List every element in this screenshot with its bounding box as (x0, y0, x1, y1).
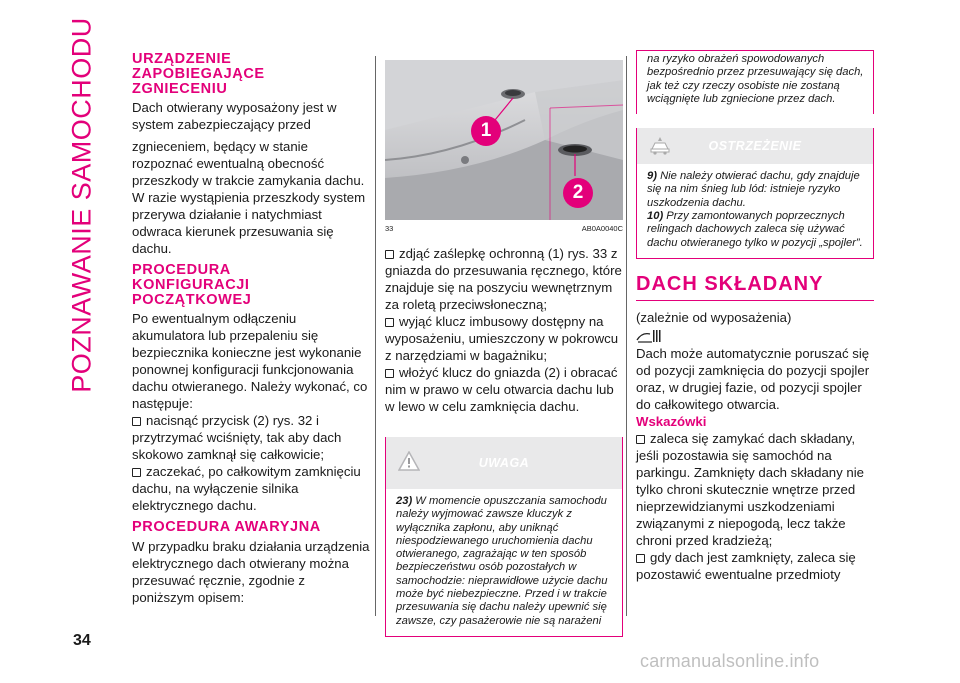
caution-item (647, 210, 865, 250)
heading-line: ZGNIECENIU (132, 81, 228, 97)
caution-label: OSTRZEŻENIE (708, 139, 802, 154)
equipment-note: (zależnie od wyposażenia) (636, 309, 792, 325)
heading-line: POCZĄTKOWEJ (132, 292, 252, 308)
column-3 (636, 50, 874, 583)
warning-body (386, 489, 622, 636)
list-item (636, 430, 874, 549)
warning-continuation-text: na ryzyko obrażeń spowodowanych bezpośrednio przez przesuwający się dach, jak też czy rzeczy osobiste nie zostaną wciągnięte lub zgniecione przez dach. (647, 53, 864, 105)
watermark: carmanualsonline.info (640, 651, 820, 671)
note-number: 9) (647, 170, 657, 183)
list-item (385, 313, 623, 364)
heading-line: KONFIGURACJI (132, 277, 250, 293)
paragraph: Dach otwierany wyposażony jest w system zabezpieczający przed (132, 100, 337, 132)
figure-33 (385, 60, 623, 220)
callout-2: 2 (563, 178, 593, 208)
heading-line: URZĄDZENIE (132, 51, 232, 67)
bullet-icon (636, 554, 645, 563)
column-divider (375, 56, 376, 616)
heading-folding-roof: DACH SKŁADANY (636, 273, 874, 301)
list-item (385, 245, 623, 313)
caution-header (637, 128, 873, 164)
paragraph: W przypadku braku działania urządzenia elektrycznego dach otwierany można przesuwać ręcznie, zgodnie z poniższym opisem: (132, 539, 370, 605)
tips-heading: Wskazówki (636, 413, 707, 429)
list-item (385, 364, 623, 415)
list-item (636, 549, 874, 583)
heading-anti-crush (132, 52, 370, 97)
page-number: 34 (73, 632, 91, 649)
car-warning-icon (649, 136, 671, 161)
paragraph: zgnieceniem, będący w stanie rozpoznać ewentualną obecność przeszkody w trakcie zamykania dachu. W razie wystąpienia przeszkody system przerywa działanie i natychmiast odwraca kierunek przesuwania się dachu. (132, 139, 366, 256)
list-item-text: gdy dach jest zamknięty, zaleca się pozostawić ewentualne przedmioty (636, 549, 856, 582)
warning-triangle-icon (398, 451, 420, 476)
list-item-text: zaleca się zamykać dach składany, jeśli pozostawia się samochód na parkingu. Zamknięty dach składany nie tylko chroni skutecznie wnętrze przed nieprzewidzianymi uszkodzeniami związanymi z niepogodą, lecz także chroni przed kradzieżą; (636, 430, 864, 548)
bullet-icon (132, 468, 141, 477)
caution-box (636, 128, 874, 259)
list-item-text: zdjąć zaślepkę ochronną (1) rys. 33 z gniazda do przesuwania ręcznego, które znajduje się na poszyciu wewnętrznym za roletą przeciwsłoneczną; (385, 246, 622, 312)
figure-caption (385, 224, 623, 233)
figure-number: 33 (385, 224, 394, 233)
note-number: 23) (396, 495, 413, 507)
note-number: 10) (647, 210, 664, 223)
heading-line: ZAPOBIEGAJĄCE (132, 66, 265, 82)
equipment-icon (636, 328, 874, 344)
warning-label: UWAGA (478, 456, 530, 470)
column-2 (385, 60, 623, 637)
callout-1: 1 (471, 116, 501, 146)
list-item-text: włożyć klucz do gniazda (2) i obracać nim w prawo w celu otwarcia dachu lub w lewo w celu zamknięcia dachu. (385, 365, 618, 414)
bullet-icon (385, 318, 394, 327)
warning-header (386, 437, 622, 489)
warning-text: W momencie opuszczania samochodu należy wyjmować zawsze kluczyk z wyłącznika zapłonu, aby uniknąć niespodziewanego uruchomienia dachu otwieranego, zagrażając w ten sposób bezpieczeństwu osób pozostałych w samochodzie: nieprawidłowe użycie dachu może być niebezpieczne. Przed i w trakcie przesuwania się dachu należy upewnić się zawsze, czy pasażerowie nie są narażeni (396, 495, 608, 627)
list-item-text: wyjąć klucz imbusowy dostępny na wyposażeniu, umieszczony w pokrowcu z narzędziami w bagażniku; (385, 314, 619, 363)
list-item-text: nacisnąć przycisk (2) rys. 32 i przytrzymać wciśnięty, tak aby dach skokowo zamknął się całkowicie; (132, 413, 342, 462)
bullet-icon (132, 417, 141, 426)
caution-item (647, 170, 865, 210)
paragraph: Po ewentualnym odłączeniu akumulatora lub przepaleniu się bezpiecznika konieczne jest wykonanie ponownej konfiguracji funkcjonowania dachu otwieranego. Należy wykonać, co następuje: (132, 311, 368, 411)
heading-initial-config (132, 263, 370, 308)
warning-continuation-box (636, 50, 874, 114)
list-item-text: zaczekać, po całkowitym zamknięciu dachu, na wyłączenie silnika elektrycznego dachu. (132, 464, 361, 513)
section-title-text: POZNAWANIE SAMOCHODU (66, 17, 97, 393)
column-divider (626, 56, 627, 616)
bullet-icon (385, 369, 394, 378)
caution-text: Przy zamontowanych poprzecznych relingach dachowych zaleca się używać dachu otwieranego tylko w pozycji „spojler”. (647, 210, 863, 249)
bullet-icon (636, 435, 645, 444)
heading-line: PROCEDURA (132, 262, 231, 278)
list-item (132, 463, 370, 514)
figure-code: AB0A0040C (581, 224, 623, 233)
bullet-icon (385, 250, 394, 259)
paragraph: Dach może automatycznie poruszać się od pozycji zamknięcia do pozycji spojler oraz, w drugiej fazie, od pozycji spojler do całkowitego otwarcia. (636, 345, 870, 412)
list-item (132, 412, 370, 463)
heading-emergency: PROCEDURA AWARYJNA (132, 519, 321, 535)
warning-box (385, 437, 623, 637)
caution-body (637, 164, 873, 258)
caution-text: Nie należy otwierać dachu, gdy znajduje się na nim śnieg lub lód: istnieje ryzyko uszkodzenia dachu. (647, 170, 860, 209)
column-1 (132, 52, 370, 606)
